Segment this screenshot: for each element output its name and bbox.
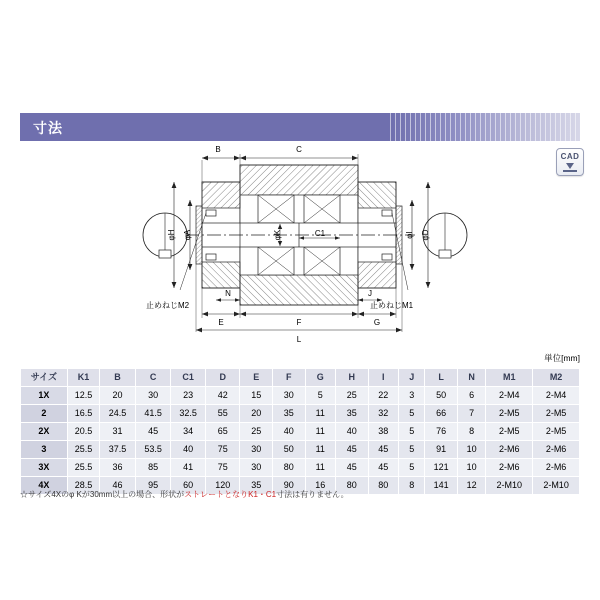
cell-m1: 2-M10 (486, 477, 533, 495)
col-c: C (135, 369, 171, 387)
cell-l: 66 (425, 405, 458, 423)
cell-j: 8 (399, 477, 425, 495)
dim-label-phi-k: φK (273, 229, 282, 241)
dim-label-g: G (373, 318, 381, 327)
dimension-table (20, 368, 580, 495)
table-row (21, 423, 580, 441)
cell-f: 30 (273, 387, 306, 405)
page-title: 寸法 (33, 120, 63, 136)
col-i: I (368, 369, 398, 387)
cell-e: 25 (240, 423, 273, 441)
download-bar-icon (563, 170, 577, 172)
cell-g: 11 (305, 441, 335, 459)
cell-l: 76 (425, 423, 458, 441)
cell-b: 20 (100, 387, 136, 405)
cell-h: 45 (336, 459, 369, 477)
cell-e: 30 (240, 459, 273, 477)
technical-drawing (140, 140, 470, 350)
cell-m2: 2-M5 (533, 423, 580, 441)
cell-f: 40 (273, 423, 306, 441)
cell-g: 11 (305, 405, 335, 423)
cell-k1: 20.5 (67, 423, 100, 441)
col-f: F (273, 369, 306, 387)
table-row (21, 387, 580, 405)
cell-m1: 2-M6 (486, 459, 533, 477)
cell-h: 80 (336, 477, 369, 495)
cell-c1: 41 (171, 459, 206, 477)
col-n: N (457, 369, 485, 387)
cell-i: 45 (368, 441, 398, 459)
cell-h: 25 (336, 387, 369, 405)
section-title-bar (20, 113, 580, 141)
cell-c: 95 (135, 477, 171, 495)
cell-j: 5 (399, 441, 425, 459)
cell-c: 85 (135, 459, 171, 477)
dim-label-phi-h: φH (167, 229, 176, 241)
cell-n: 6 (457, 387, 485, 405)
cell-d: 75 (205, 441, 240, 459)
col-g: G (305, 369, 335, 387)
title-bar-stripes (390, 113, 580, 141)
cell-g: 11 (305, 423, 335, 441)
cell-m1: 2-M6 (486, 441, 533, 459)
col-m1: M1 (486, 369, 533, 387)
cell-i: 32 (368, 405, 398, 423)
label-set-screw-m2: 止めねじM2 (146, 301, 190, 310)
col-l: L (425, 369, 458, 387)
cell-l: 141 (425, 477, 458, 495)
cell-c: 41.5 (135, 405, 171, 423)
cell-d: 65 (205, 423, 240, 441)
col-c1: C1 (171, 369, 206, 387)
table-row (21, 405, 580, 423)
cell-b: 36 (100, 459, 136, 477)
cell-j: 5 (399, 423, 425, 441)
cell-j: 5 (399, 405, 425, 423)
table-header-row (21, 369, 580, 387)
cell-f: 80 (273, 459, 306, 477)
cell-m2: 2-M6 (533, 441, 580, 459)
dim-label-c: C (296, 145, 302, 154)
cell-c: 30 (135, 387, 171, 405)
cell-e: 20 (240, 405, 273, 423)
cell-n: 10 (457, 459, 485, 477)
cad-badge-label: CAD (560, 152, 580, 161)
cell-c1: 32.5 (171, 405, 206, 423)
cell-k1: 25.5 (67, 441, 100, 459)
cell-f: 35 (273, 405, 306, 423)
cell-d: 120 (205, 477, 240, 495)
download-arrow-icon (566, 163, 574, 169)
cell-c: 53.5 (135, 441, 171, 459)
cell-h: 45 (336, 441, 369, 459)
cell-l: 121 (425, 459, 458, 477)
dim-label-c1: C1 (314, 229, 326, 238)
cell-n: 12 (457, 477, 485, 495)
cell-c1: 23 (171, 387, 206, 405)
cell-f: 50 (273, 441, 306, 459)
cell-n: 8 (457, 423, 485, 441)
cell-size: 3X (21, 459, 68, 477)
cell-k1: 28.5 (67, 477, 100, 495)
table-head (21, 369, 580, 387)
cell-c: 45 (135, 423, 171, 441)
label-set-screw-m1: 止めねじM1 (370, 301, 414, 310)
cell-e: 15 (240, 387, 273, 405)
dim-label-n: N (225, 289, 231, 298)
unit-note: 単位[mm] (544, 353, 580, 363)
cell-l: 50 (425, 387, 458, 405)
cell-size: 4X (21, 477, 68, 495)
dim-label-phi-d: φD (421, 229, 430, 241)
cell-d: 55 (205, 405, 240, 423)
cell-m1: 2-M5 (486, 405, 533, 423)
cell-h: 35 (336, 405, 369, 423)
cell-d: 42 (205, 387, 240, 405)
coupling-cross-section-svg (140, 140, 470, 350)
cell-size: 2X (21, 423, 68, 441)
cell-size: 2 (21, 405, 68, 423)
cell-b: 24.5 (100, 405, 136, 423)
cell-m1: 2-M4 (486, 387, 533, 405)
col-k1: K1 (67, 369, 100, 387)
cell-k1: 16.5 (67, 405, 100, 423)
cell-b: 37.5 (100, 441, 136, 459)
cell-e: 35 (240, 477, 273, 495)
dim-label-b: B (215, 145, 221, 154)
col-b: B (100, 369, 136, 387)
col-h: H (336, 369, 369, 387)
cell-b: 31 (100, 423, 136, 441)
cell-d: 75 (205, 459, 240, 477)
cell-g: 16 (305, 477, 335, 495)
cell-m2: 2-M4 (533, 387, 580, 405)
cell-m2: 2-M10 (533, 477, 580, 495)
dim-label-j: J (368, 289, 372, 298)
cell-m2: 2-M5 (533, 405, 580, 423)
cell-i: 80 (368, 477, 398, 495)
cell-c1: 40 (171, 441, 206, 459)
footnote-part-red: ストレートとなりK1・C1 (184, 490, 277, 499)
cell-g: 11 (305, 459, 335, 477)
cell-l: 91 (425, 441, 458, 459)
cell-g: 5 (305, 387, 335, 405)
footnote-part2: 寸法は有りません。 (276, 490, 349, 499)
dim-label-e: E (218, 318, 224, 327)
cell-h: 40 (336, 423, 369, 441)
col-size: サイズ (21, 369, 68, 387)
dim-label-phi-a: φA (183, 229, 192, 241)
table-row (21, 441, 580, 459)
cell-c1: 34 (171, 423, 206, 441)
cad-download-badge[interactable] (556, 148, 584, 176)
table-row (21, 459, 580, 477)
cell-n: 10 (457, 441, 485, 459)
cell-n: 7 (457, 405, 485, 423)
cell-e: 30 (240, 441, 273, 459)
table-footnote (20, 489, 349, 500)
dim-label-phi-i: φI (405, 231, 414, 239)
footnote-part1: ☆サイズ4Xのφ Kが30mm以上の場合、形状が (20, 490, 185, 499)
col-e: E (240, 369, 273, 387)
table-body (21, 387, 580, 495)
col-j: J (399, 369, 425, 387)
cell-m2: 2-M6 (533, 459, 580, 477)
cell-m1: 2-M5 (486, 423, 533, 441)
cell-j: 5 (399, 459, 425, 477)
cell-c1: 60 (171, 477, 206, 495)
cell-f: 90 (273, 477, 306, 495)
cell-k1: 12.5 (67, 387, 100, 405)
cell-i: 45 (368, 459, 398, 477)
cell-size: 1X (21, 387, 68, 405)
cell-b: 46 (100, 477, 136, 495)
col-m2: M2 (533, 369, 580, 387)
cell-j: 3 (399, 387, 425, 405)
col-d: D (205, 369, 240, 387)
dim-label-l: L (296, 335, 302, 344)
cell-i: 22 (368, 387, 398, 405)
cell-i: 38 (368, 423, 398, 441)
cell-size: 3 (21, 441, 68, 459)
cell-k1: 25.5 (67, 459, 100, 477)
dim-label-f: F (296, 318, 302, 327)
